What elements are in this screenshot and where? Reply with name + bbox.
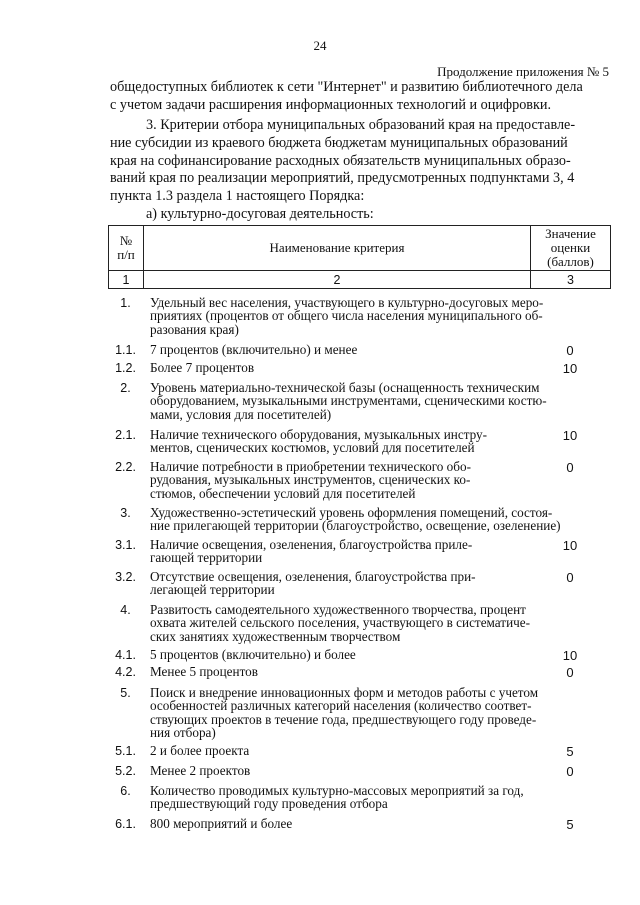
row-number: 3.2.: [115, 570, 136, 584]
criterion-name: [150, 381, 610, 421]
column-number: 3: [531, 271, 611, 289]
page-number: 24: [313, 38, 327, 53]
score-value: 10: [562, 428, 578, 443]
criterion-line: разования края): [150, 321, 239, 337]
row-number: 2.: [120, 381, 131, 395]
header-score-line: (баллов): [547, 254, 594, 269]
paragraph-line: с учетом задачи расширения информационных технологий и оцифровки.: [110, 96, 552, 113]
criterion-line: Менее 5 процентов: [150, 664, 258, 679]
criterion-line: охвата жителей сельского поселения, участвующего в систематиче-: [150, 615, 531, 631]
row-number: 1.: [120, 296, 131, 310]
row-number: 1.2.: [115, 361, 136, 375]
criterion-line: ментов, сценических костюмов, условий для посетителей: [150, 440, 475, 456]
criterion-line: особенностей различных категорий населения (количество соответ-: [150, 698, 532, 714]
criterion-line: Менее 2 проектов: [150, 763, 251, 778]
score-value: 0: [566, 665, 574, 680]
paragraph-line: пункта 1.3 раздела 1 настоящего Порядка:: [110, 188, 365, 205]
header-num-line: №: [119, 233, 133, 248]
criterion-name: [150, 603, 610, 643]
criterion-line: 7 процентов (включительно) и менее: [150, 342, 358, 357]
criterion-line: Наличие освещения, озеленения, благоустройства приле-: [150, 537, 473, 552]
paragraph-line: ние субсидии из краевого бюджета бюджетам муниципальных образований: [110, 134, 568, 151]
score-value: 5: [566, 817, 574, 832]
header-score-line: оценки: [550, 240, 591, 255]
criterion-name: [150, 460, 530, 500]
row-number: 4.: [120, 603, 131, 617]
header-criterion-name: Наименование критерия: [144, 226, 531, 271]
header-score-line: Значение: [545, 226, 596, 241]
criteria-table-header: [108, 225, 611, 289]
intro-paragraph: [110, 79, 610, 115]
row-number: 2.1.: [115, 428, 136, 442]
criterion-line: Поиск и внедрение инновационных форм и методов работы с учетом: [150, 685, 539, 700]
criterion-line: мами, условия для посетителей): [150, 406, 332, 422]
criterion-line: ских занятиях художественным творчеством: [150, 628, 401, 644]
criterion-line: Уровень материально-технической базы (оснащенность техническим: [150, 380, 540, 395]
row-number: 6.: [120, 784, 131, 798]
section-subheading: а) культурно-досуговая деятельность:: [146, 206, 374, 222]
row-number: 2.2.: [115, 460, 136, 474]
criterion-line: гающей территории: [150, 550, 263, 566]
criterion-line: Развитость самодеятельного художественного творчества, процент: [150, 602, 526, 617]
column-number: 2: [144, 271, 531, 289]
criterion-name: [150, 570, 530, 597]
criterion-line: 800 мероприятий и более: [150, 816, 293, 831]
header-num-line: п/п: [117, 247, 135, 262]
criterion-line: рудования, музыкальных инструментов, сценических ко-: [150, 472, 471, 488]
criterion-line: приятиях (процентов от общего числа населения муниципального об-: [150, 308, 543, 324]
criterion-line: Художественно-эстетический уровень оформления помещений, состоя-: [150, 505, 553, 520]
row-number: 4.2.: [115, 665, 136, 679]
criterion-line: стюмов, обеспечении условий для посетителей: [150, 485, 416, 501]
row-number: 1.1.: [115, 343, 136, 357]
row-number: 3.1.: [115, 538, 136, 552]
criterion-line: Наличие технического оборудования, музыкальных инстру-: [150, 427, 488, 442]
score-value: 0: [566, 764, 574, 779]
criterion-line: 5 процентов (включительно) и более: [150, 647, 356, 662]
criterion-line: Наличие потребности в приобретении технического обо-: [150, 459, 471, 474]
criterion-name: [150, 506, 610, 533]
criterion-line: Отсутствие освещения, озеленения, благоустройства при-: [150, 569, 476, 584]
row-number: 4.1.: [115, 648, 136, 662]
score-value: 10: [562, 538, 578, 553]
appendix-continuation-label: Продолжение приложения № 5: [437, 64, 609, 79]
criterion-line: легающей территории: [150, 582, 275, 598]
criterion-name: [150, 428, 530, 455]
score-value: 0: [566, 460, 574, 475]
paragraph-line: 3. Критерии отбора муниципальных образований края на предоставле-: [146, 117, 576, 133]
column-number: 1: [109, 271, 144, 289]
criterion-name: [150, 784, 610, 811]
criterion-line: Количество проводимых культурно-массовых мероприятий за год,: [150, 783, 524, 798]
criterion-line: оборудованием, музыкальными инструментами, сценическими костю-: [150, 393, 547, 409]
paragraph-line: общедоступных библиотек к сети "Интернет" и развитию библиотечного дела: [110, 79, 583, 95]
criterion-name: [150, 686, 610, 740]
header-score: [531, 226, 611, 271]
criterion-name: [150, 538, 530, 565]
paragraph-line: ваний края по реализации мероприятий, предусмотренных подпунктами 3, 4: [110, 170, 575, 187]
criterion-line: ния отбора): [150, 725, 216, 741]
row-number: 5.1.: [115, 744, 136, 758]
score-value: 10: [562, 648, 578, 663]
criterion-line: Удельный вес населения, участвующего в культурно-досуговых меро-: [150, 295, 544, 310]
criterion-name: [150, 296, 610, 336]
criterion-line: ствующих проектов в течение года, предшествующего году проведе-: [150, 711, 537, 727]
criterion-line: предшествующий году проведения отбора: [150, 796, 388, 812]
score-value: 0: [566, 570, 574, 585]
header-num: [109, 226, 144, 271]
score-value: 10: [562, 361, 578, 376]
criterion-line: 2 и более проекта: [150, 743, 250, 758]
score-value: 5: [566, 744, 574, 759]
score-value: 0: [566, 343, 574, 358]
row-number: 5.: [120, 686, 131, 700]
row-number: 6.1.: [115, 817, 136, 831]
criterion-line: Более 7 процентов: [150, 360, 255, 375]
row-number: 3.: [120, 506, 131, 520]
row-number: 5.2.: [115, 764, 136, 778]
paragraph-line: края на софинансирование расходных обязательств муниципальных образо-: [110, 152, 571, 169]
criteria-paragraph: [110, 117, 610, 206]
criterion-line: ние прилегающей территории (благоустройство, освещение, озеленение): [150, 518, 561, 534]
